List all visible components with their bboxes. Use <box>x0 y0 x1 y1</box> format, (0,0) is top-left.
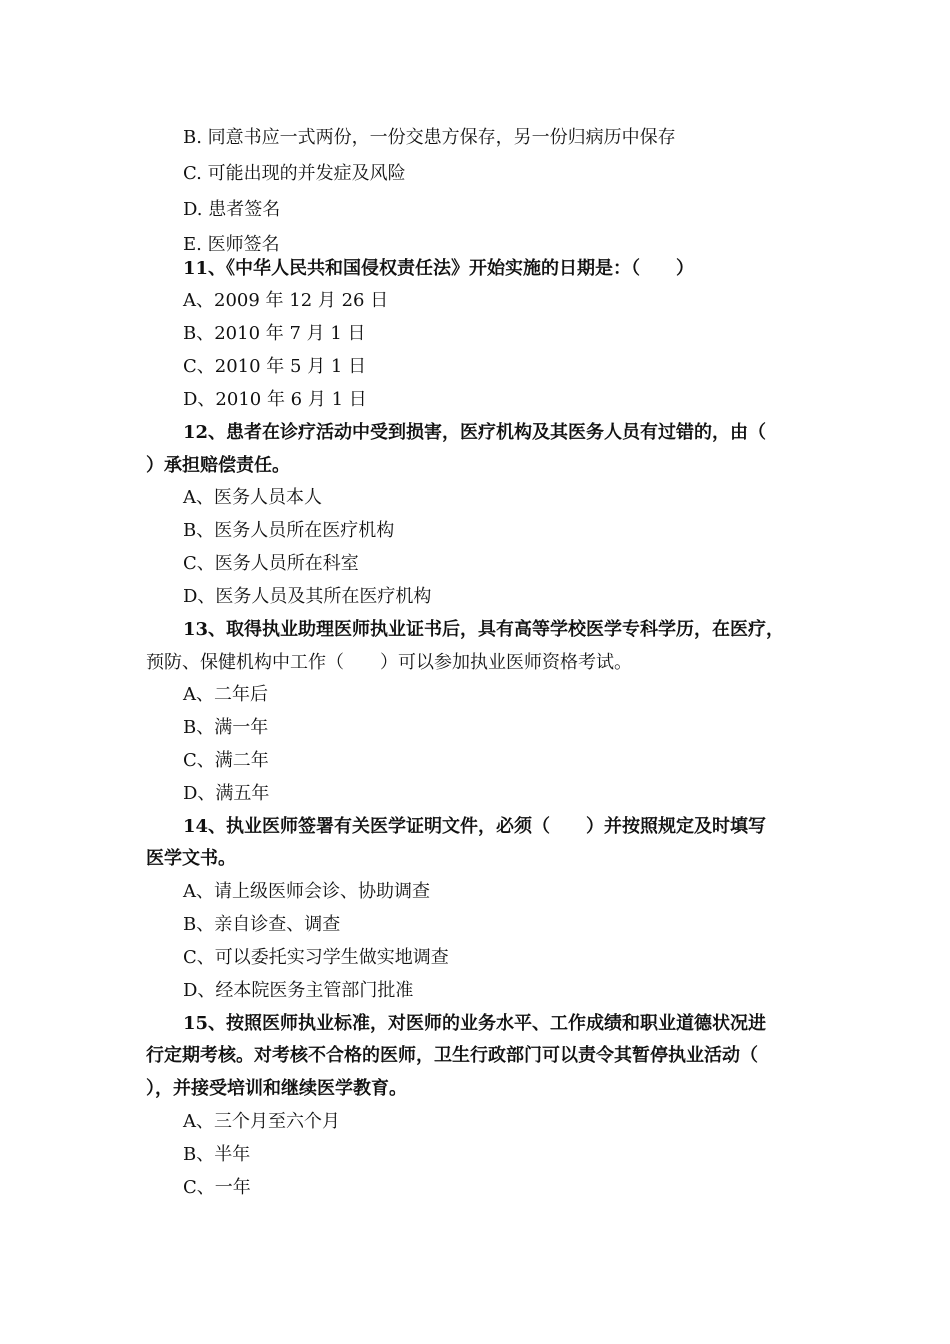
q13-option-d: D、满五年 <box>183 783 270 804</box>
q13-option-a: A、二年后 <box>183 684 268 705</box>
q13-stem-line1: 13、取得执业助理医师执业证书后，具有高等学校医学专科学历，在医疗， <box>183 619 785 640</box>
q14-option-b: B、亲自诊查、调查 <box>183 914 341 935</box>
q12-option-b: B、医务人员所在医疗机构 <box>183 520 395 541</box>
q14-option-c: C、可以委托实习学生做实地调查 <box>183 947 449 968</box>
q13-stem-line2: 预防、保健机构中工作（ ）可以参加执业医师资格考试。 <box>146 652 632 673</box>
q11-option-d: D、2010 年 6 月 1 日 <box>183 389 367 410</box>
q12-option-a: A、医务人员本人 <box>183 487 322 508</box>
q12-stem-line2: ）承担赔偿责任。 <box>146 455 290 476</box>
q10-option-c: C. 可能出现的并发症及风险 <box>183 163 406 184</box>
q14-option-a: A、请上级医师会诊、协助调查 <box>183 881 430 902</box>
q10-option-d: D. 患者签名 <box>183 199 281 220</box>
q13-option-c: C、满二年 <box>183 750 269 771</box>
q10-option-e: E. 医师签名 <box>183 234 280 255</box>
q11-option-b: B、2010 年 7 月 1 日 <box>183 323 366 344</box>
q15-stem-line3: ），并接受培训和继续医学教育。 <box>146 1078 407 1099</box>
q11-stem: 11、《中华人民共和国侵权责任法》开始实施的日期是：（ ） <box>183 258 695 279</box>
q15-option-a: A、三个月至六个月 <box>183 1111 340 1132</box>
q11-option-c: C、2010 年 5 月 1 日 <box>183 356 367 377</box>
q15-option-b: B、半年 <box>183 1144 251 1165</box>
q12-option-c: C、医务人员所在科室 <box>183 553 359 574</box>
q15-stem-line2: 行定期考核。对考核不合格的医师，卫生行政部门可以责令其暂停执业活动（ <box>146 1045 758 1066</box>
q15-stem-line1: 15、按照医师执业标准，对医师的业务水平、工作成绩和职业道德状况进 <box>183 1013 767 1034</box>
q11-option-a: A、2009 年 12 月 26 日 <box>183 290 389 311</box>
q10-option-b: B. 同意书应一式两份，一份交患方保存，另一份归病历中保存 <box>183 127 676 148</box>
q13-option-b: B、满一年 <box>183 717 269 738</box>
q12-stem-line1: 12、患者在诊疗活动中受到损害，医疗机构及其医务人员有过错的，由（ <box>183 422 767 443</box>
q14-stem-line1: 14、执业医师签署有关医学证明文件，必须（ ）并按照规定及时填写 <box>183 816 767 837</box>
q15-option-c: C、一年 <box>183 1177 251 1198</box>
q12-option-d: D、医务人员及其所在医疗机构 <box>183 586 432 607</box>
q14-stem-line2: 医学文书。 <box>146 848 236 869</box>
q14-option-d: D、经本院医务主管部门批准 <box>183 980 414 1001</box>
